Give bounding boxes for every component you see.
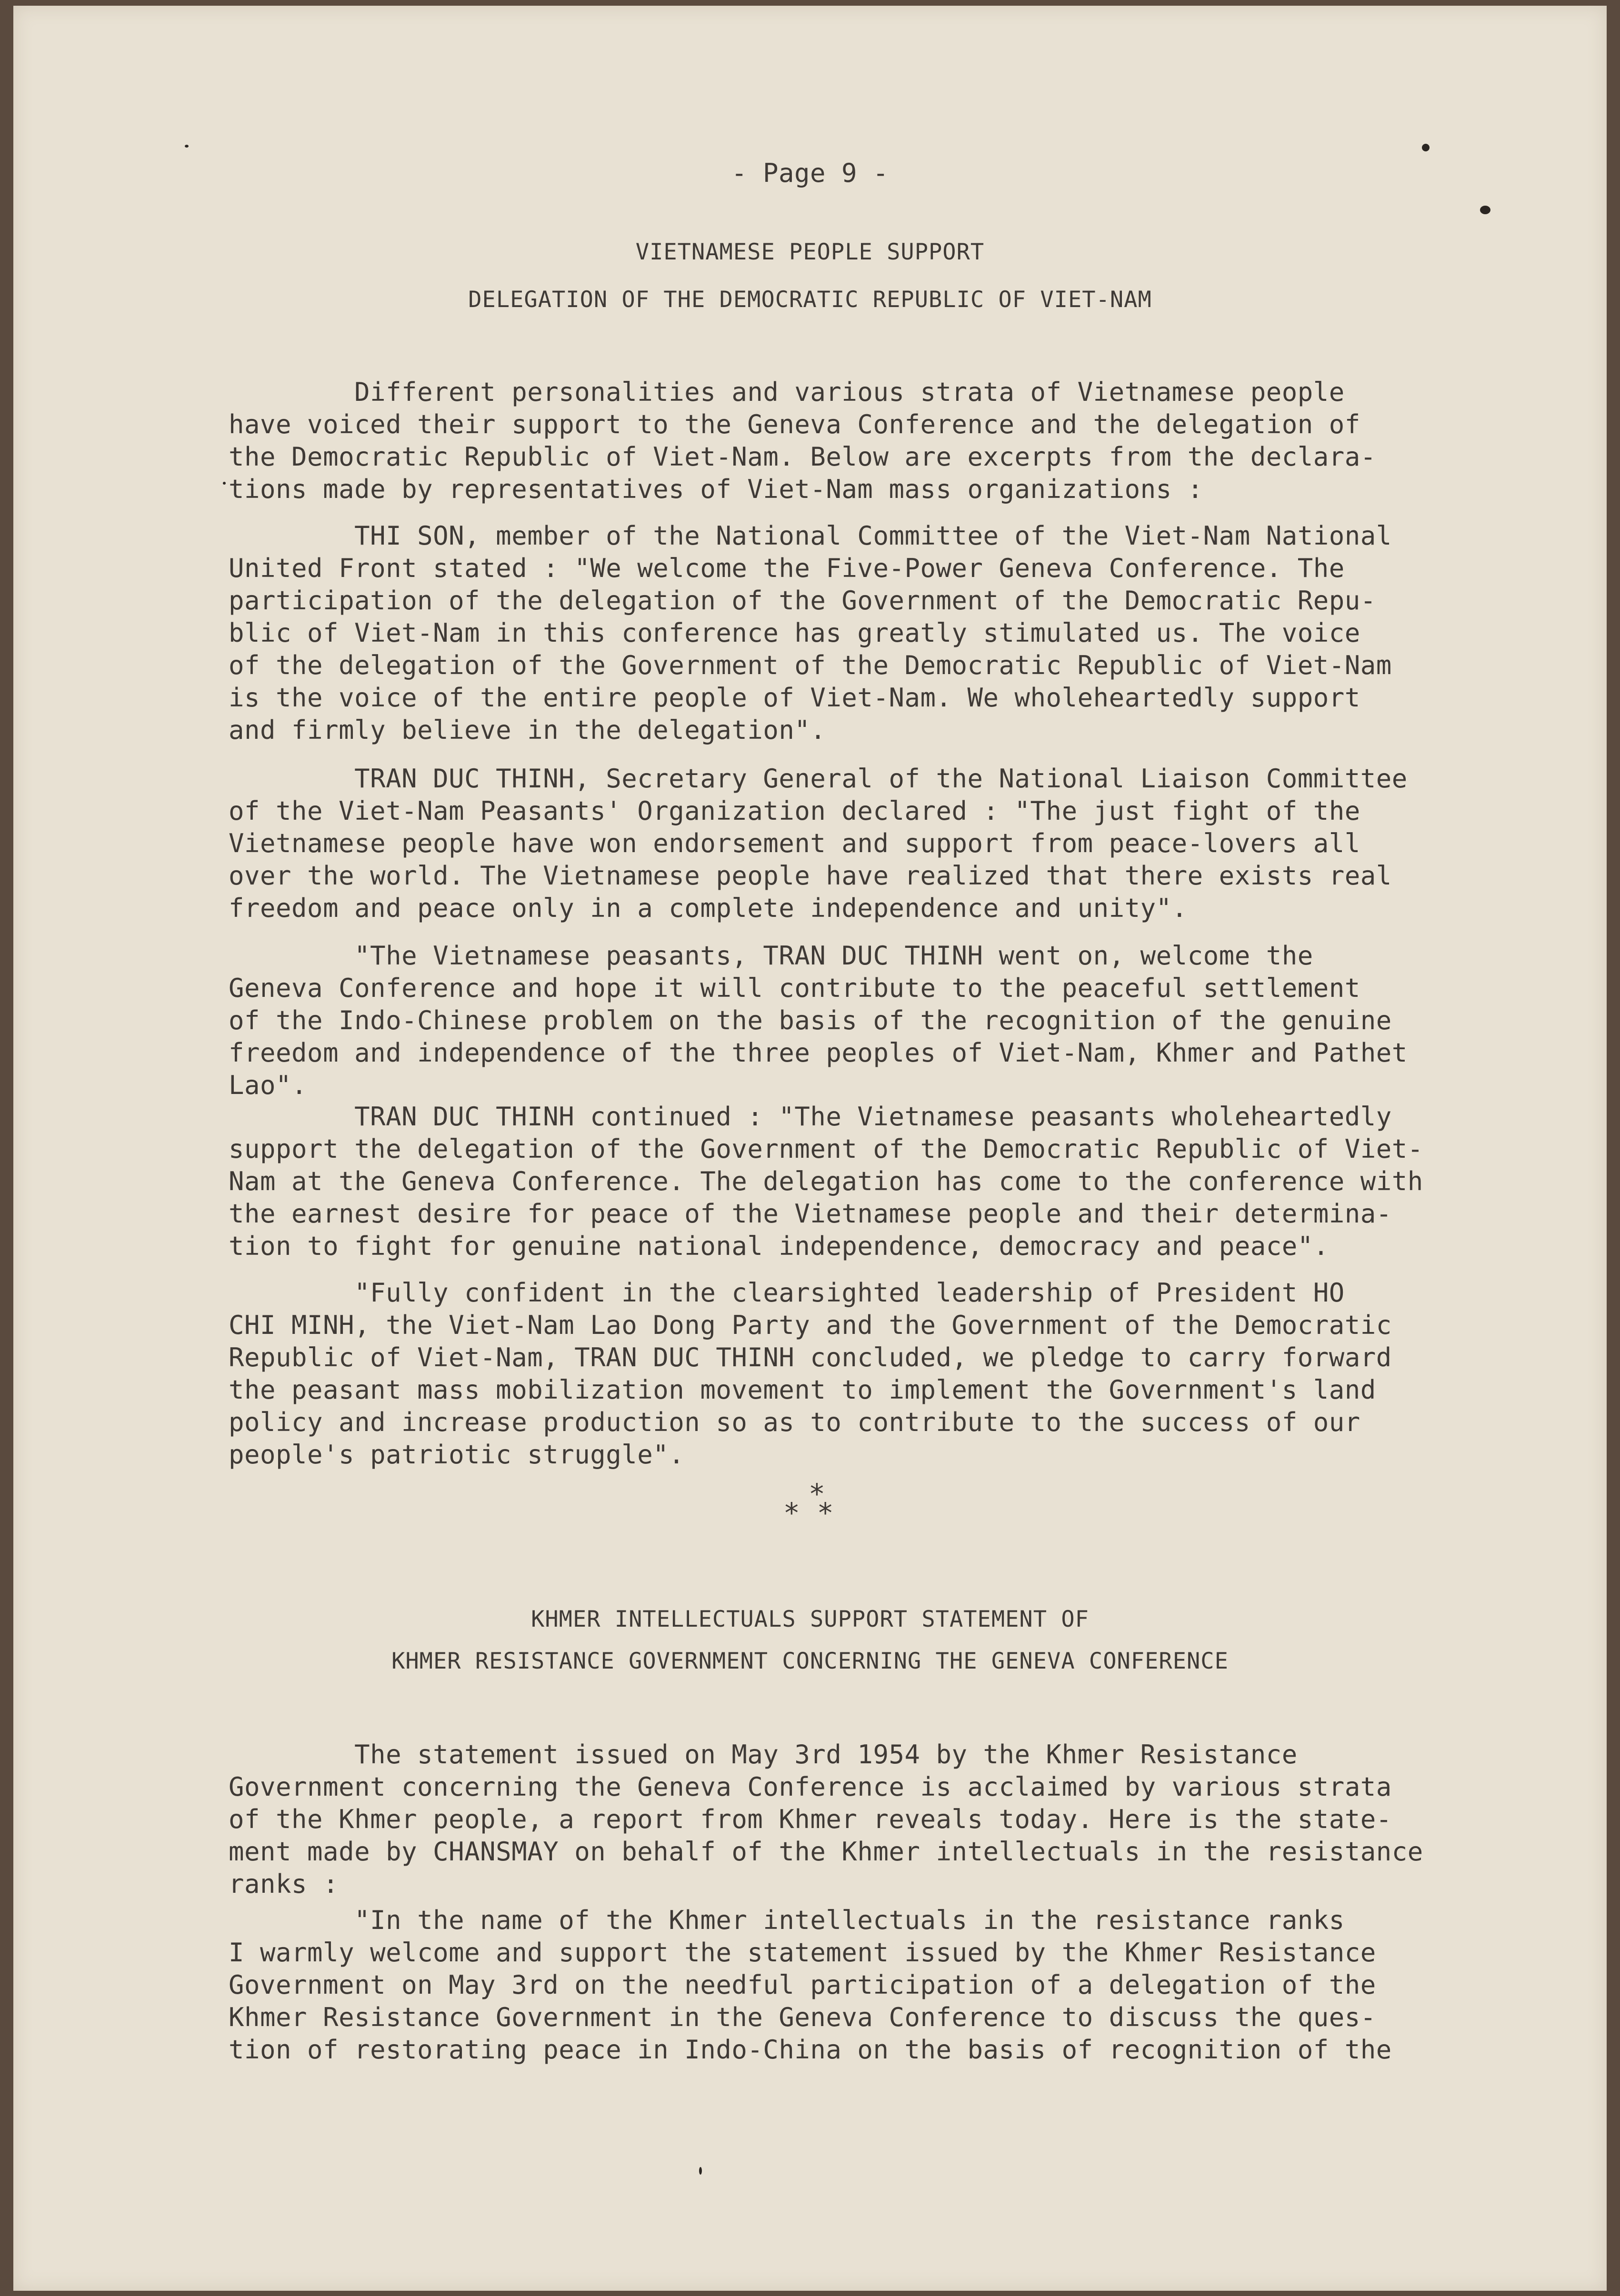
article2-heading-line2: KHMER RESISTANCE GOVERNMENT CONCERNING THE GENEVA CONFERENCE <box>391 1648 1229 1674</box>
article2-heading-line1: KHMER INTELLECTUALS SUPPORT STATEMENT OF <box>531 1606 1089 1632</box>
article1-paragraph-5: TRAN DUC THINH continued : "The Vietnamese peasants wholeheartedly support the delegation of the Government of the Democratic Republic of Viet- Nam at the Geneva Conference. The delegation has come to the conference with the earnest desire for peace of the Vietnamese people and their determina- tion to fight for genuine national independence, democracy and peace". <box>229 1102 1423 1261</box>
article1-paragraph-3: TRAN DUC THINH, Secretary General of the National Liaison Committee of the Viet-Nam Peasants' Organization declared : "The just fight of the Vietnamese people have won endorsement and support from peace-lovers all over the world. The Vietnamese people have realized that there exists real freedom and peace only in a complete independence and unity". <box>229 764 1408 923</box>
ink-speck <box>223 482 226 485</box>
article1-paragraph-2: THI SON, member of the National Committee of the Viet-Nam National United Front stated : "We welcome the Five-Power Geneva Conference. The participation of the delegation of the Government of the Democratic Repu- blic of Viet-Nam in this conference has greatly stimulated us. The voice of the delegation of the Government of the Democratic Republic of Viet-Nam is the voice of the entire people of Viet-Nam. We wholeheartedly support and firmly believe in the delegation". <box>229 521 1392 745</box>
ink-speck <box>699 2167 702 2175</box>
article1-heading-line2: DELEGATION OF THE DEMOCRATIC REPUBLIC OF VIET-NAM <box>468 287 1152 313</box>
article1-heading-line1: VIETNAMESE PEOPLE SUPPORT <box>635 239 985 265</box>
ink-speck <box>1422 144 1430 151</box>
article2-paragraph-2: "In the name of the Khmer intellectuals in the resistance ranks I warmly welcome and support the statement issued by the Khmer Resistance Government on May 3rd on the needful participation of a delegation of the Khmer Resistance Government in the Geneva Conference to discuss the ques- tion of restorating peace in Indo-China on the basis of recognition of the <box>229 1905 1392 2065</box>
article1-paragraph-1: Different personalities and various strata of Vietnamese people have voiced their support to the Geneva Conference and the delegation of the Democratic Republic of Viet-Nam. Below are excerpts from the declara- tions made by representatives of Viet-Nam mass organizations : <box>229 377 1376 504</box>
ink-speck <box>185 145 189 148</box>
document-page <box>13 6 1607 2291</box>
article2-paragraph-1: The statement issued on May 3rd 1954 by the Khmer Resistance Government concerning the Geneva Conference is acclaimed by various strata of the Khmer people, a report from Khmer reveals today. Here is the state- ment made by CHANSMAY on behalf of the Khmer intellectuals in the resistance ranks : <box>229 1739 1423 1899</box>
article1-paragraph-6: "Fully confident in the clearsighted leadership of President HO CHI MINH, the Viet-Nam Lao Dong Party and the Government of the Democratic Republic of Viet-Nam, TRAN DUC THINH concluded, we pledge to carry forward the peasant mass mobilization movement to implement the Government's land policy and increase production so as to contribute to the success of our people's patriotic struggle". <box>229 1278 1392 1470</box>
section-separator: * * * <box>783 1478 834 1529</box>
ink-speck <box>1480 206 1490 214</box>
article1-paragraph-4: "The Vietnamese peasants, TRAN DUC THINH went on, welcome the Geneva Conference and hope it will contribute to the peaceful settlement of the Indo-Chinese problem on the basis of the recognition of the genuine freedom and independence of the three peoples of Viet-Nam, Khmer and Pathet Lao". <box>229 941 1408 1100</box>
page-number: - Page 9 - <box>731 158 889 188</box>
